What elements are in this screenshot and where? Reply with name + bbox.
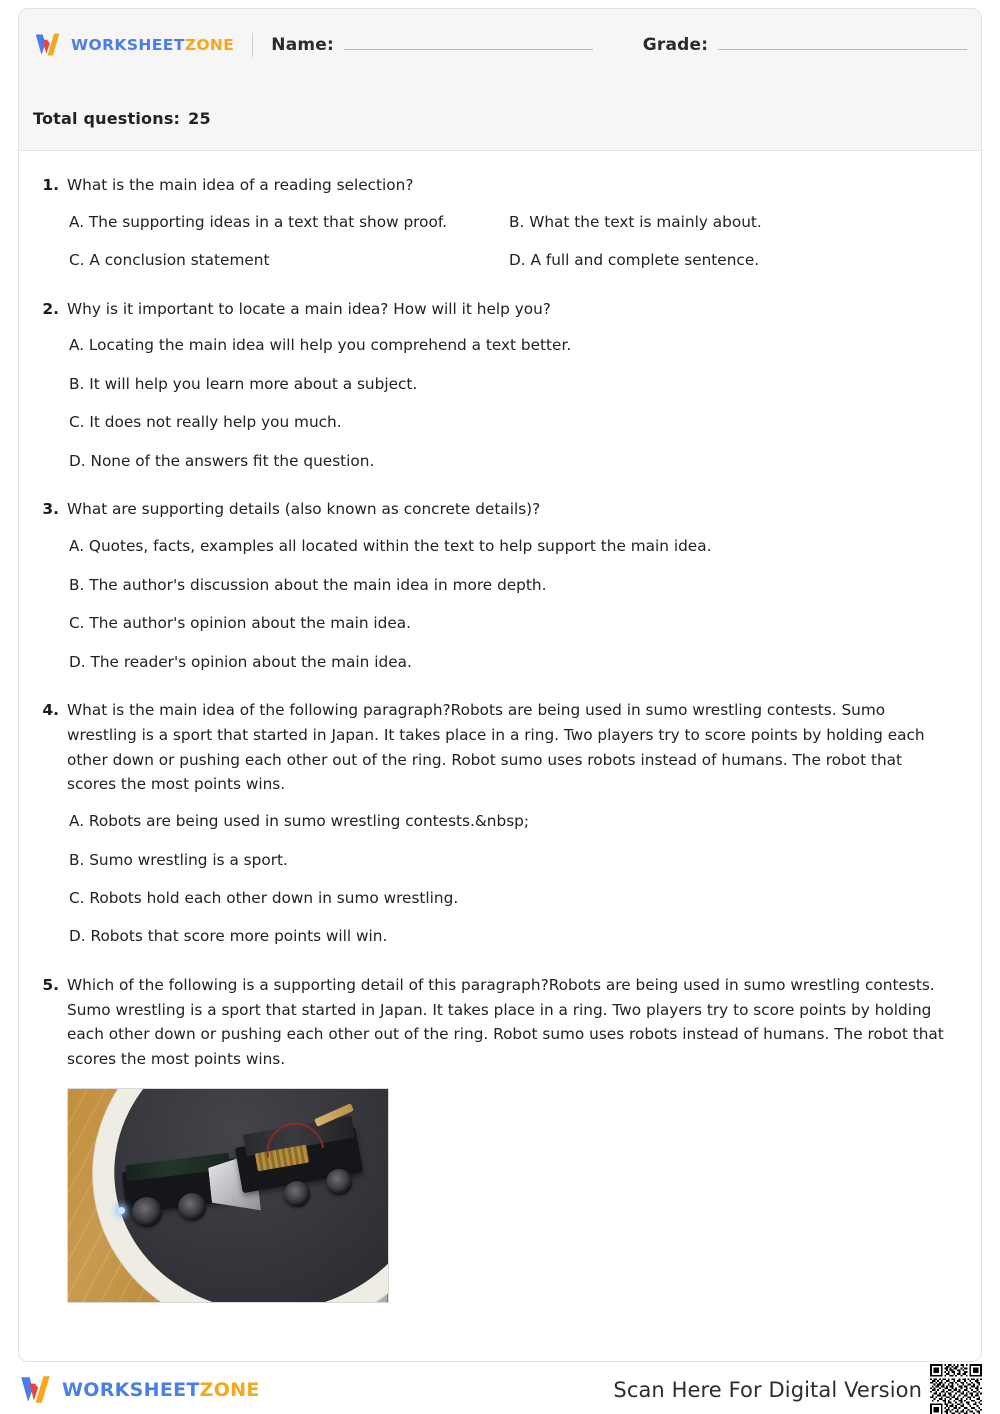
brand-word-2: ZONE	[184, 36, 235, 54]
answer-option[interactable]: B. It will help you learn more about a subject.	[69, 374, 418, 393]
question-number: 1.	[42, 176, 59, 194]
photo-robot-wheel	[284, 1181, 310, 1207]
answer-option[interactable]: A. The supporting ideas in a text that show proof.	[69, 212, 447, 231]
footer-brand-logo	[18, 1373, 260, 1407]
answer-option[interactable]: C. A conclusion statement	[69, 251, 270, 270]
header-divider	[252, 33, 253, 57]
answer-option[interactable]: D. None of the answers fit the question.	[69, 451, 375, 470]
answer-option[interactable]: B. The author's discussion about the main idea in more depth.	[69, 575, 547, 594]
question-item	[41, 497, 955, 674]
question-number: 3.	[42, 500, 59, 519]
answer-options	[67, 333, 955, 473]
answer-option[interactable]: C. The author's opinion about the main idea.	[69, 614, 411, 633]
answer-option[interactable]: A. Quotes, facts, examples all located within the text to help support the main idea.	[69, 537, 712, 556]
question-item	[41, 297, 955, 474]
footer-brand-word-2: ZONE	[199, 1379, 260, 1401]
answer-option[interactable]: D. A full and complete sentence.	[509, 251, 760, 270]
question-body	[67, 297, 955, 474]
question-body	[67, 973, 955, 1303]
answer-option[interactable]: B. What the text is mainly about.	[509, 212, 762, 231]
brand-wordmark	[71, 36, 234, 54]
name-label: Name:	[271, 35, 335, 55]
question-body	[67, 698, 955, 949]
answer-option[interactable]: C. Robots hold each other down in sumo wrestling.	[69, 888, 459, 907]
question-number: 5.	[42, 975, 59, 994]
brand-word-1: WORKSHEET	[71, 36, 185, 54]
worksheet-header	[19, 9, 981, 151]
question-body	[67, 173, 955, 273]
question-item	[41, 973, 955, 1303]
page-footer	[18, 1370, 982, 1410]
answer-option[interactable]: A. Robots are being used in sumo wrestling contests.&nbsp;	[69, 812, 530, 831]
scan-prompt-text: Scan Here For Digital Version	[613, 1378, 922, 1402]
answer-option[interactable]: A. Locating the main idea will help you comprehend a text better.	[69, 336, 572, 355]
question-text: Which of the following is a supporting detail of this paragraph?Robots are being used in sumo wrestling contests. Sumo wrestling is a sport that started in Japan. It takes place in a ring. Two players try to score points by holding each other down or pushing each other out of the ring. Robot sumo uses robots instead of humans. The robot that scores the most points wins.	[67, 975, 944, 1069]
answer-option[interactable]: C. It does not really help you much.	[69, 413, 342, 432]
answer-options	[67, 210, 955, 273]
question-text: What is the main idea of a reading selection?	[67, 176, 414, 194]
question-item	[41, 173, 955, 273]
answer-option[interactable]: B. Sumo wrestling is a sport.	[69, 850, 288, 869]
header-row	[33, 31, 967, 59]
photo-robot-wheel	[132, 1197, 162, 1227]
question-text: What are supporting details (also known as concrete details)?	[67, 500, 541, 519]
name-input-line[interactable]	[344, 37, 593, 50]
photo-robot-wheel	[178, 1193, 206, 1221]
answer-option[interactable]: D. The reader's opinion about the main idea.	[69, 652, 412, 671]
total-questions	[33, 109, 211, 128]
grade-label: Grade:	[642, 35, 709, 55]
question-list	[19, 151, 981, 1303]
answer-options	[67, 809, 955, 949]
photo-robot-wheel	[326, 1169, 352, 1195]
question-text: Why is it important to locate a main idea? How will it help you?	[67, 299, 551, 318]
worksheet-zone-logo-icon	[33, 31, 63, 59]
answer-options	[67, 534, 955, 674]
worksheet-card	[18, 8, 982, 1362]
question-number: 2.	[42, 299, 59, 318]
sumo-robots-photo	[67, 1088, 389, 1303]
grade-field[interactable]	[643, 35, 967, 55]
question-item	[41, 698, 955, 949]
grade-input-line[interactable]	[718, 37, 967, 50]
worksheet-zone-logo-icon	[18, 1373, 54, 1407]
brand-logo	[33, 31, 234, 59]
question-text: What is the main idea of the following paragraph?Robots are being used in sumo wrestling contests. Sumo wrestling is a sport that started in Japan. It takes place in a ring. Two players try to score points by holding each other down or pushing each other out of the ring. Robot sumo uses robots instead of humans. The robot that scores the most points wins.	[67, 700, 925, 794]
answer-option[interactable]: D. Robots that score more points will win.	[69, 927, 388, 946]
footer-brand-wordmark	[62, 1379, 260, 1401]
photo-robot-led	[118, 1207, 125, 1214]
total-questions-label: Total questions:	[33, 109, 181, 128]
question-number: 4.	[42, 700, 59, 719]
footer-brand-word-1: WORKSHEET	[62, 1379, 200, 1401]
name-field[interactable]	[271, 35, 592, 55]
qr-code-icon[interactable]	[930, 1364, 982, 1414]
question-body	[67, 497, 955, 674]
total-questions-value: 25	[188, 109, 211, 128]
